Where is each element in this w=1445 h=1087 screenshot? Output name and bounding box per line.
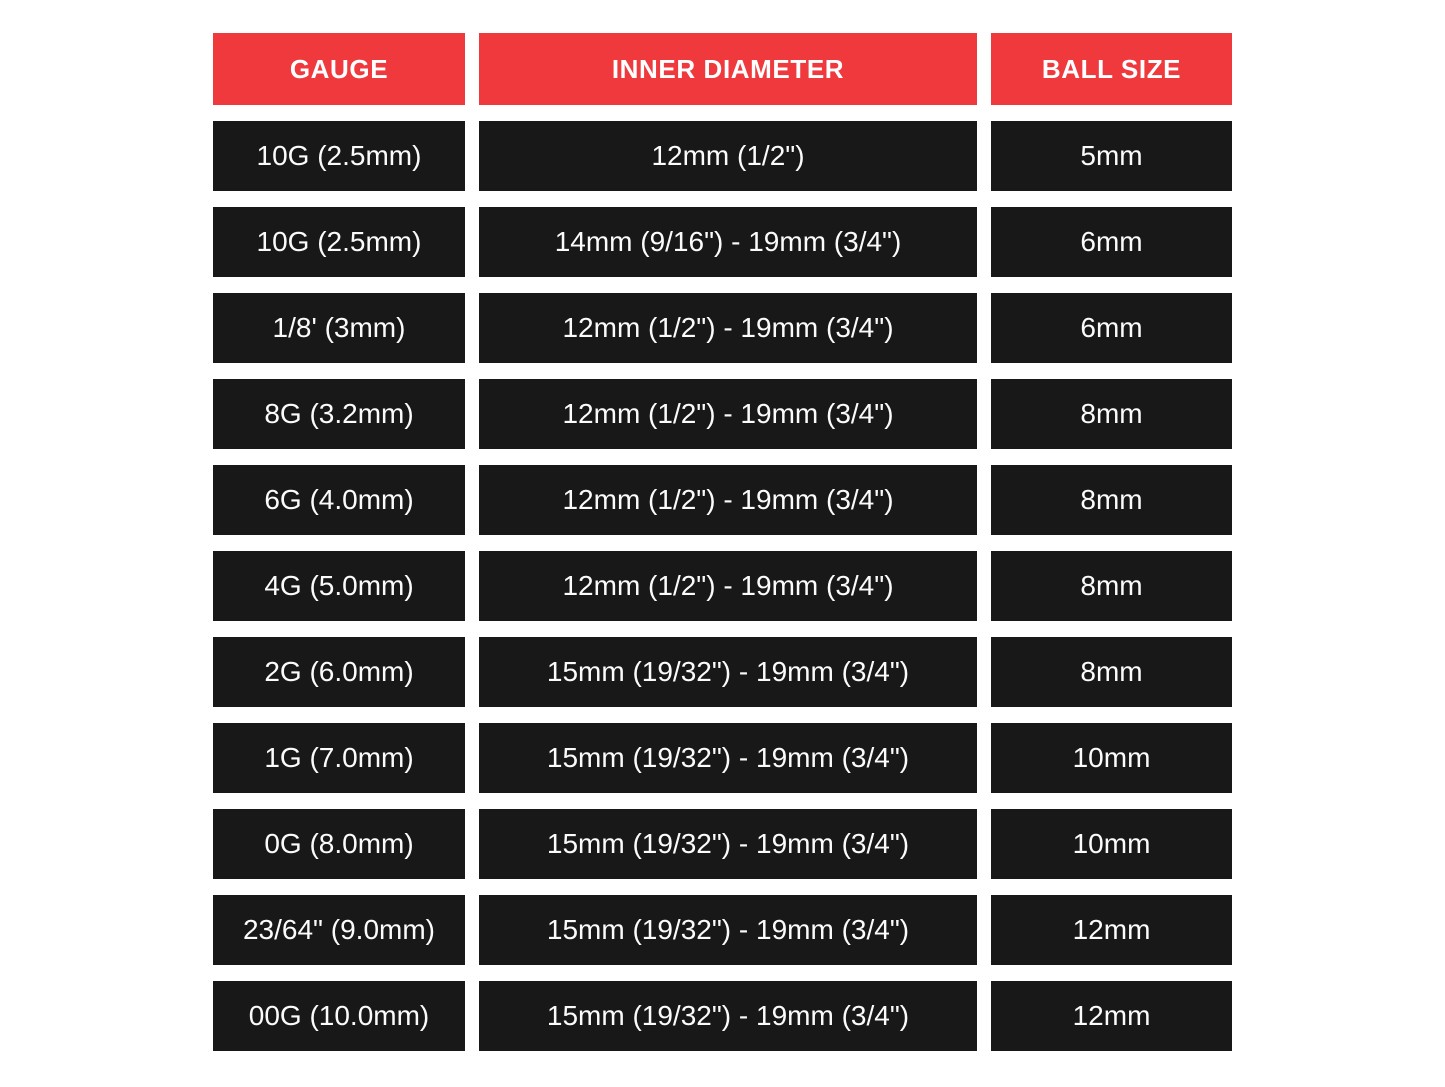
cell-inner-diameter-row-5: 12mm (1/2") - 19mm (3/4") <box>479 551 977 621</box>
cell-inner-diameter-row-10: 15mm (19/32") - 19mm (3/4") <box>479 981 977 1051</box>
cell-gauge-row-9: 23/64" (9.0mm) <box>213 895 465 965</box>
cell-ball-size-row-5: 8mm <box>991 551 1232 621</box>
cell-ball-size-row-10: 12mm <box>991 981 1232 1051</box>
cell-gauge-row-5: 4G (5.0mm) <box>213 551 465 621</box>
cell-ball-size-row-0: 5mm <box>991 121 1232 191</box>
cell-ball-size-row-3: 8mm <box>991 379 1232 449</box>
cell-ball-size-row-7: 10mm <box>991 723 1232 793</box>
cell-inner-diameter-row-3: 12mm (1/2") - 19mm (3/4") <box>479 379 977 449</box>
cell-gauge-row-10: 00G (10.0mm) <box>213 981 465 1051</box>
header-cell-gauge: GAUGE <box>213 33 465 105</box>
cell-gauge-row-3: 8G (3.2mm) <box>213 379 465 449</box>
cell-gauge-row-0: 10G (2.5mm) <box>213 121 465 191</box>
cell-inner-diameter-row-1: 14mm (9/16") - 19mm (3/4") <box>479 207 977 277</box>
cell-ball-size-row-8: 10mm <box>991 809 1232 879</box>
cell-inner-diameter-row-4: 12mm (1/2") - 19mm (3/4") <box>479 465 977 535</box>
header-cell-inner-diameter: INNER DIAMETER <box>479 33 977 105</box>
cell-ball-size-row-6: 8mm <box>991 637 1232 707</box>
cell-inner-diameter-row-2: 12mm (1/2") - 19mm (3/4") <box>479 293 977 363</box>
cell-ball-size-row-1: 6mm <box>991 207 1232 277</box>
cell-inner-diameter-row-0: 12mm (1/2") <box>479 121 977 191</box>
cell-inner-diameter-row-7: 15mm (19/32") - 19mm (3/4") <box>479 723 977 793</box>
cell-inner-diameter-row-8: 15mm (19/32") - 19mm (3/4") <box>479 809 977 879</box>
cell-ball-size-row-4: 8mm <box>991 465 1232 535</box>
cell-gauge-row-6: 2G (6.0mm) <box>213 637 465 707</box>
cell-gauge-row-8: 0G (8.0mm) <box>213 809 465 879</box>
cell-inner-diameter-row-6: 15mm (19/32") - 19mm (3/4") <box>479 637 977 707</box>
cell-ball-size-row-9: 12mm <box>991 895 1232 965</box>
cell-gauge-row-7: 1G (7.0mm) <box>213 723 465 793</box>
sizing-table <box>213 33 1232 1051</box>
cell-ball-size-row-2: 6mm <box>991 293 1232 363</box>
cell-gauge-row-1: 10G (2.5mm) <box>213 207 465 277</box>
cell-gauge-row-2: 1/8' (3mm) <box>213 293 465 363</box>
cell-inner-diameter-row-9: 15mm (19/32") - 19mm (3/4") <box>479 895 977 965</box>
header-cell-ball-size: BALL SIZE <box>991 33 1232 105</box>
cell-gauge-row-4: 6G (4.0mm) <box>213 465 465 535</box>
